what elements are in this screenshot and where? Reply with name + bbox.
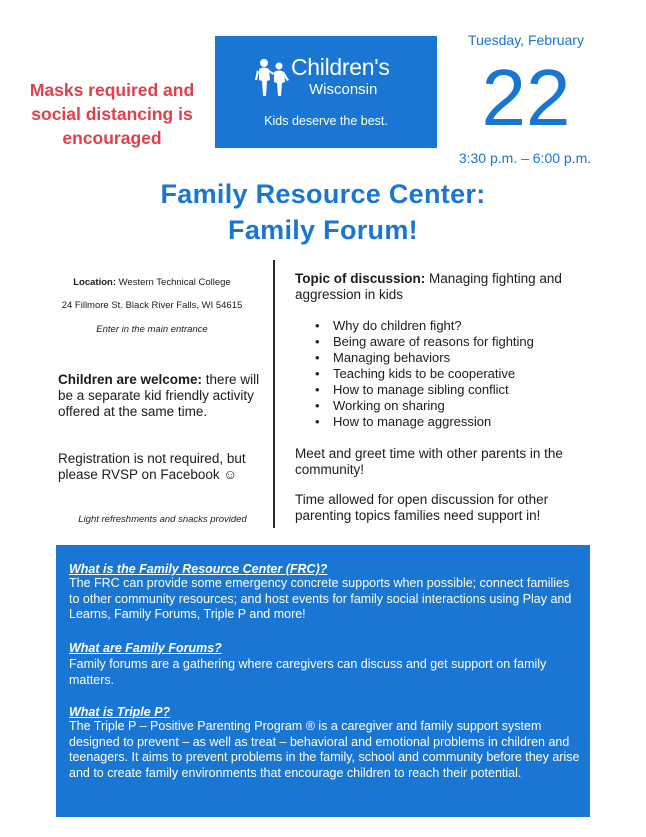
event-time: 3:30 p.m. – 6:00 p.m.	[458, 150, 592, 166]
topic-list	[315, 318, 595, 430]
children-label: Children are welcome:	[58, 372, 203, 387]
meet-and-greet: Meet and greet time with other parents in the community!	[295, 446, 563, 477]
column-divider	[273, 260, 275, 528]
topic-text: Managing fighting and aggression in kids	[295, 271, 562, 302]
open-discussion-note: Time allowed for open discussion for other parenting topics families need support in!	[295, 492, 549, 523]
faq-question-frc: What is the Family Resource Center (FRC)?	[69, 562, 328, 576]
location-value: Western Technical College	[115, 277, 231, 288]
childrens-wisconsin-logo	[215, 36, 437, 148]
children-text: there will be a separate kid friendly activity offered at the same time.	[58, 372, 260, 419]
faq-answer-triple-p: The Triple P – Positive Parenting Program ® is a caregiver and family support system designed to prevent – as well as treat – behavioral and emotional problems in children and teenagers. It aims to prevent problems in the family, school and community before they arise and to create family environments that encourage children to reach their potential.	[69, 719, 580, 780]
info-box	[56, 545, 590, 817]
list-item: • Why do children fight?	[315, 318, 595, 334]
list-item: • How to manage aggression	[315, 414, 595, 430]
registration-note: Registration is not required, but please RVSP on Facebook ☺	[58, 451, 246, 482]
masks-notice: Masks required and social distancing is encouraged	[29, 80, 195, 148]
location	[40, 277, 264, 288]
event-day: Tuesday, February	[468, 32, 584, 48]
children-welcome	[58, 372, 268, 420]
logo-tagline: Kids deserve the best.	[264, 114, 388, 128]
list-item: • Being aware of reasons for fighting	[315, 334, 595, 350]
faq-answer-forums: Family forums are a gathering where caregivers can discuss and get support on family matters.	[69, 657, 547, 687]
address: 24 Fillmore St. Black River Falls, WI 54615	[61, 300, 243, 311]
faq-answer-frc: The FRC can provide some emergency concrete supports when possible; connect families to other community resources; and host events for family social interactions using Play and Learns, Family Forums, Triple P and more!	[69, 576, 572, 621]
title-line-2: Family Forum!	[228, 215, 418, 245]
children-figures-icon	[255, 58, 289, 98]
entrance-note: Enter in the main entrance	[96, 324, 208, 335]
list-item: • How to manage sibling conflict	[315, 382, 595, 398]
event-date-number: 22	[481, 53, 571, 142]
location-label: Location:	[73, 277, 116, 288]
list-item: • Working on sharing	[315, 398, 595, 414]
list-item: • Teaching kids to be cooperative	[315, 366, 595, 382]
list-item: • Managing behaviors	[315, 350, 595, 366]
topic	[295, 271, 595, 303]
refreshments-note: Light refreshments and snacks provided	[78, 514, 247, 525]
title-line-1: Family Resource Center:	[160, 179, 486, 209]
page-title	[40, 176, 606, 248]
faq-question-triple-p: What is Triple P?	[69, 705, 171, 719]
topic-label: Topic of discussion:	[295, 271, 426, 286]
logo-subtitle: Wisconsin	[309, 81, 378, 98]
faq-question-forums: What are Family Forums?	[69, 641, 222, 655]
logo-name: Children's	[291, 54, 390, 80]
